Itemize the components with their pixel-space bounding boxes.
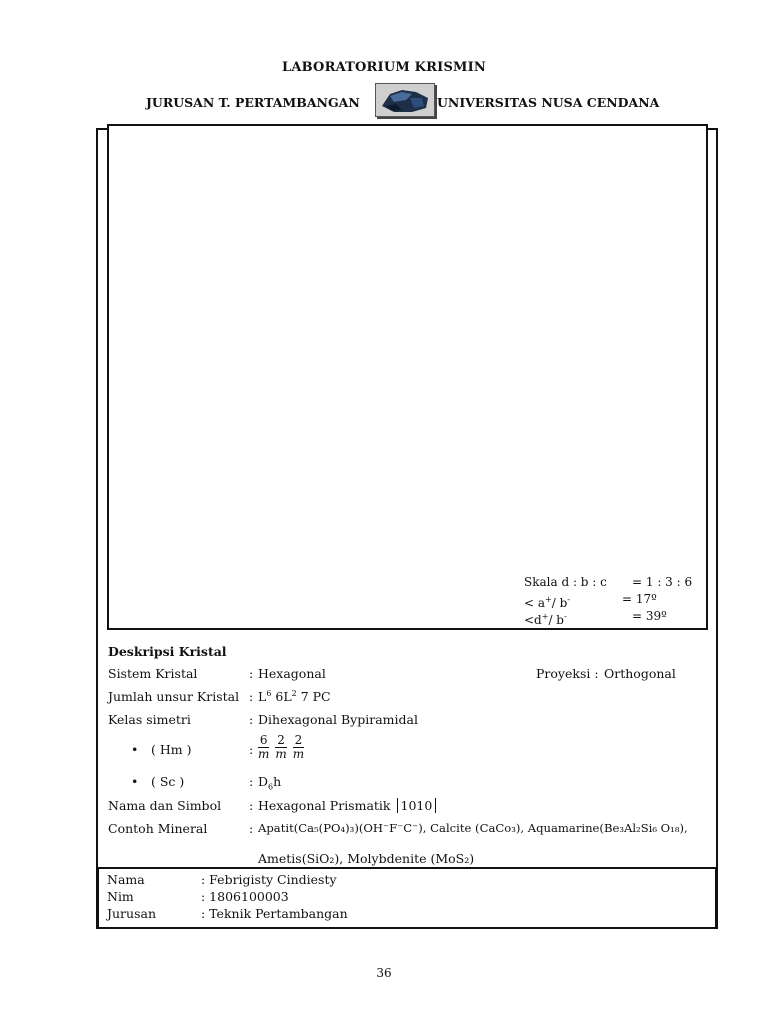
colon: : [249,712,254,727]
student-jurusan-value: : Teknik Pertambangan [201,906,348,921]
department-title: JURUSAN T. PERTAMBANGAN [146,95,360,110]
mineral-rock-logo-icon [375,83,435,117]
kelas-simetri-label: Kelas simetri [108,712,191,727]
colon: : [249,689,254,704]
scale-row-ratio-value: = 1 : 3 : 6 [632,575,693,589]
colon: : [249,666,254,681]
lab-title: LABORATORIUM KRISMIN [281,60,487,75]
sc-label: ( Sc ) [151,774,185,789]
contoh-mineral-line2: Ametis(SiO₂), Molybdenite (MoS₂) [258,851,475,866]
student-info-box [97,867,717,929]
scale-row-angle-a-value: = 17º [622,592,657,606]
jumlah-unsur-value: $L^6$ $6L^2$ 7 PC [258,689,331,705]
description-heading: Deskripsi Kristal [108,644,227,659]
student-nama-label: Nama [107,872,145,887]
bullet-icon: • [131,774,139,789]
student-nim-label: Nim [107,889,134,904]
hm-symbol: $\frac{6}{m}$ $\frac{2}{m}$ $\frac{2}{m}$ [258,733,305,761]
sistem-kristal-label: Sistem Kristal [108,666,198,681]
scale-row-angle-a: < a+/ b- [524,595,570,610]
hm-label: ( Hm ) [151,742,192,757]
scale-row-ratio: Skala d : b : c [524,575,607,589]
colon: : [249,774,254,789]
proyeksi-value: Orthogonal [604,666,676,681]
colon: : [249,798,254,813]
proyeksi-label: Proyeksi : [536,666,599,681]
page-number: 36 [376,966,392,980]
sistem-kristal-value: Hexagonal [258,666,326,681]
colon: : [249,821,254,836]
jumlah-unsur-label: Jumlah unsur Kristal [108,689,240,704]
student-jurusan-label: Jurusan [107,906,157,921]
kelas-simetri-value: Dihexagonal Bypiramidal [258,712,418,727]
scale-row-angle-d-value: = 39º [632,609,667,623]
contoh-mineral-label: Contoh Mineral [108,821,208,836]
sc-value: $D_6h$ [258,774,282,792]
bullet-icon: • [131,742,139,757]
university-title: UNIVERSITAS NUSA CENDANA [437,95,660,110]
scale-row-angle-d: <d+/ b- [524,612,567,627]
student-nim-value: : 1806100003 [201,889,289,904]
student-nama-value: : Febrigisty Cindiesty [201,872,337,887]
colon: : [249,742,254,757]
nama-simbol-label: Nama dan Simbol [108,798,222,813]
miller-index-symbol: 1010 [397,798,437,813]
crystal-drawing-area [107,124,708,630]
contoh-mineral-line1: Apatit(Ca₅(PO₄)₃)(OH⁻F⁻C⁻), Calcite (CaCo₃), Aquamarine(Be₃Al₂Si₆ O₁₈), [258,821,688,835]
nama-simbol-value: Hexagonal Prismatik 1010 [258,798,436,813]
